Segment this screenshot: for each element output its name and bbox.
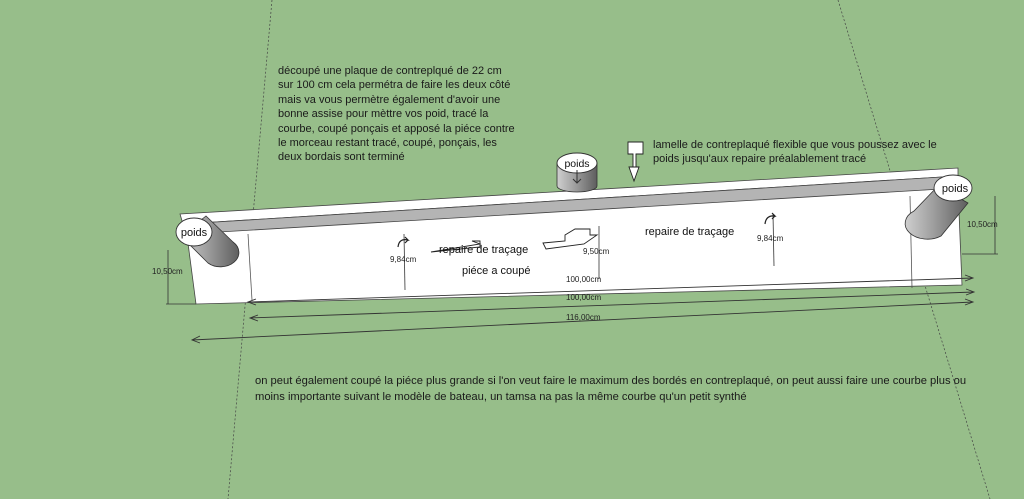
label-repaire-left: repaire de traçage — [439, 244, 529, 256]
weight-left-label: poids — [180, 227, 208, 239]
dim-len-outer: 100,00cm — [566, 293, 602, 302]
intro-text: découpé une plaque de contreplqué de 22 cm sur 100 cm cela permétra de faire les deux côté mais va vous permètre également d'avoir une bonne assise pour mèttre vos poid, tracé la courbe, coupé ponçais et apposé la piéce contre le morceau restant tracé, coupé, ponçais, les deux bordais sont terminé — [278, 65, 515, 164]
dim-h-right: 9,84cm — [757, 234, 784, 243]
bottom-note: on peut également coupé la piéce plus grande si l'on veut faire le maximum des bordés en contreplaqué, on peut aussi faire une courbe plus ou moins importante suivant le modèle de bateau, un tamsa na pas la même courbe qu'un petit synthé — [255, 375, 967, 403]
dim-len-inner: 100,00cm — [566, 275, 602, 284]
arrow-down-head — [629, 167, 639, 181]
lamelle-text: lamelle de contreplaqué flexible que vous poussez avec le poids jusqu'aux repaire préalablement tracé — [653, 139, 937, 166]
weight-middle-label: poids — [564, 158, 590, 170]
dim-h-left: 9,84cm — [390, 255, 417, 264]
dim-side-left: 10,50cm — [152, 267, 183, 276]
label-repaire-right: repaire de traçage — [645, 226, 735, 238]
dim-len-total: 116,00cm — [566, 313, 601, 322]
weight-middle — [557, 153, 597, 192]
dim-side-right: 10,50cm — [967, 220, 998, 229]
arrow-down-icon — [628, 142, 643, 170]
label-piece: piéce a coupé — [462, 265, 531, 277]
weight-right-label: poids — [941, 183, 969, 195]
dim-h-mid: 9,50cm — [583, 247, 610, 256]
